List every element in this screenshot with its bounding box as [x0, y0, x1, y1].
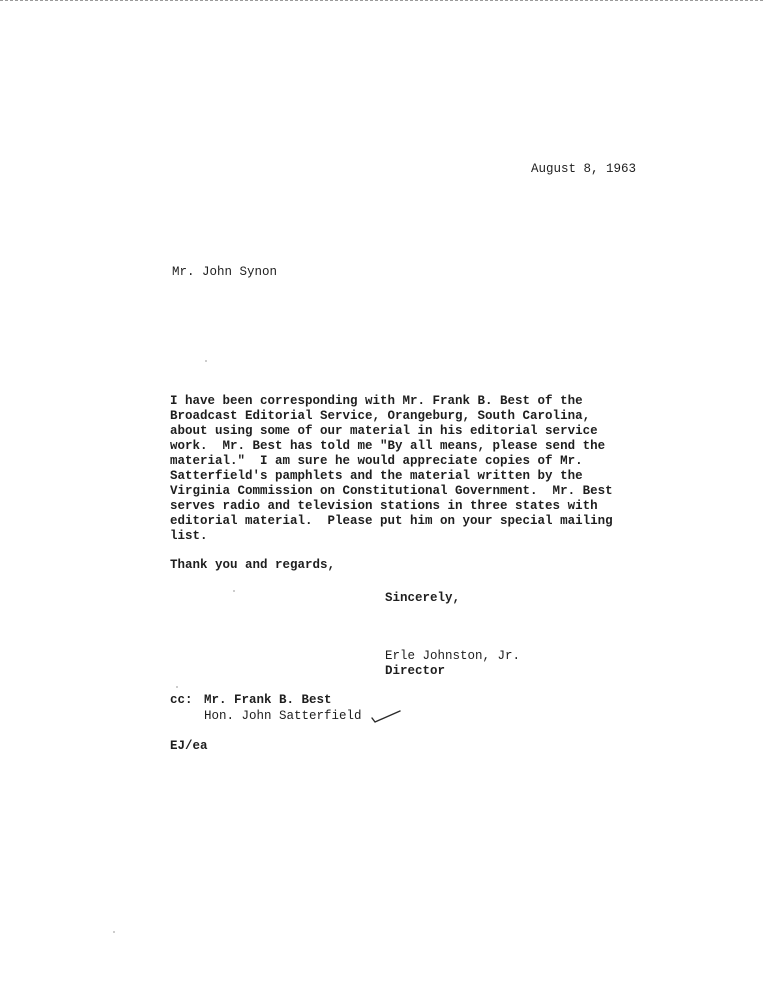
paper-speck — [205, 360, 207, 362]
signer-title: Director — [385, 664, 446, 678]
body-line: list. — [170, 529, 208, 543]
cc-recipient-1: Mr. Frank B. Best — [204, 693, 332, 707]
body-line: work. Mr. Best has told me "By all means, please send the — [170, 439, 606, 453]
paper-speck — [113, 931, 115, 933]
body-line: editorial material. Please put him on your special mailing — [170, 514, 613, 528]
typist-initials: EJ/ea — [170, 739, 208, 753]
body-line: Satterfield's pamphlets and the material written by the — [170, 469, 583, 483]
paper-speck — [176, 686, 178, 688]
cc-recipient-2: Hon. John Satterfield — [204, 709, 362, 723]
body-line: material." I am sure he would appreciate copies of Mr. — [170, 454, 583, 468]
addressee: Mr. John Synon — [172, 265, 278, 279]
paper-speck — [233, 590, 235, 592]
cc-label: cc: — [170, 693, 193, 707]
checkmark-icon — [370, 708, 402, 724]
thanks-line: Thank you and regards, — [170, 558, 336, 572]
signer-name: Erle Johnston, Jr. — [385, 649, 521, 663]
body-line: Broadcast Editorial Service, Orangeburg, South Carolina, — [170, 409, 591, 423]
body-line: Virginia Commission on Constitutional Government. Mr. Best — [170, 484, 613, 498]
body-line: about using some of our material in his editorial service — [170, 424, 598, 438]
perforation-edge — [0, 0, 763, 3]
body-line: I have been corresponding with Mr. Frank B. Best of the — [170, 394, 583, 408]
closing: Sincerely, — [385, 591, 461, 605]
letter-body — [170, 394, 613, 544]
letter-date: August 8, 1963 — [531, 162, 637, 176]
body-line: serves radio and television stations in three states with — [170, 499, 598, 513]
